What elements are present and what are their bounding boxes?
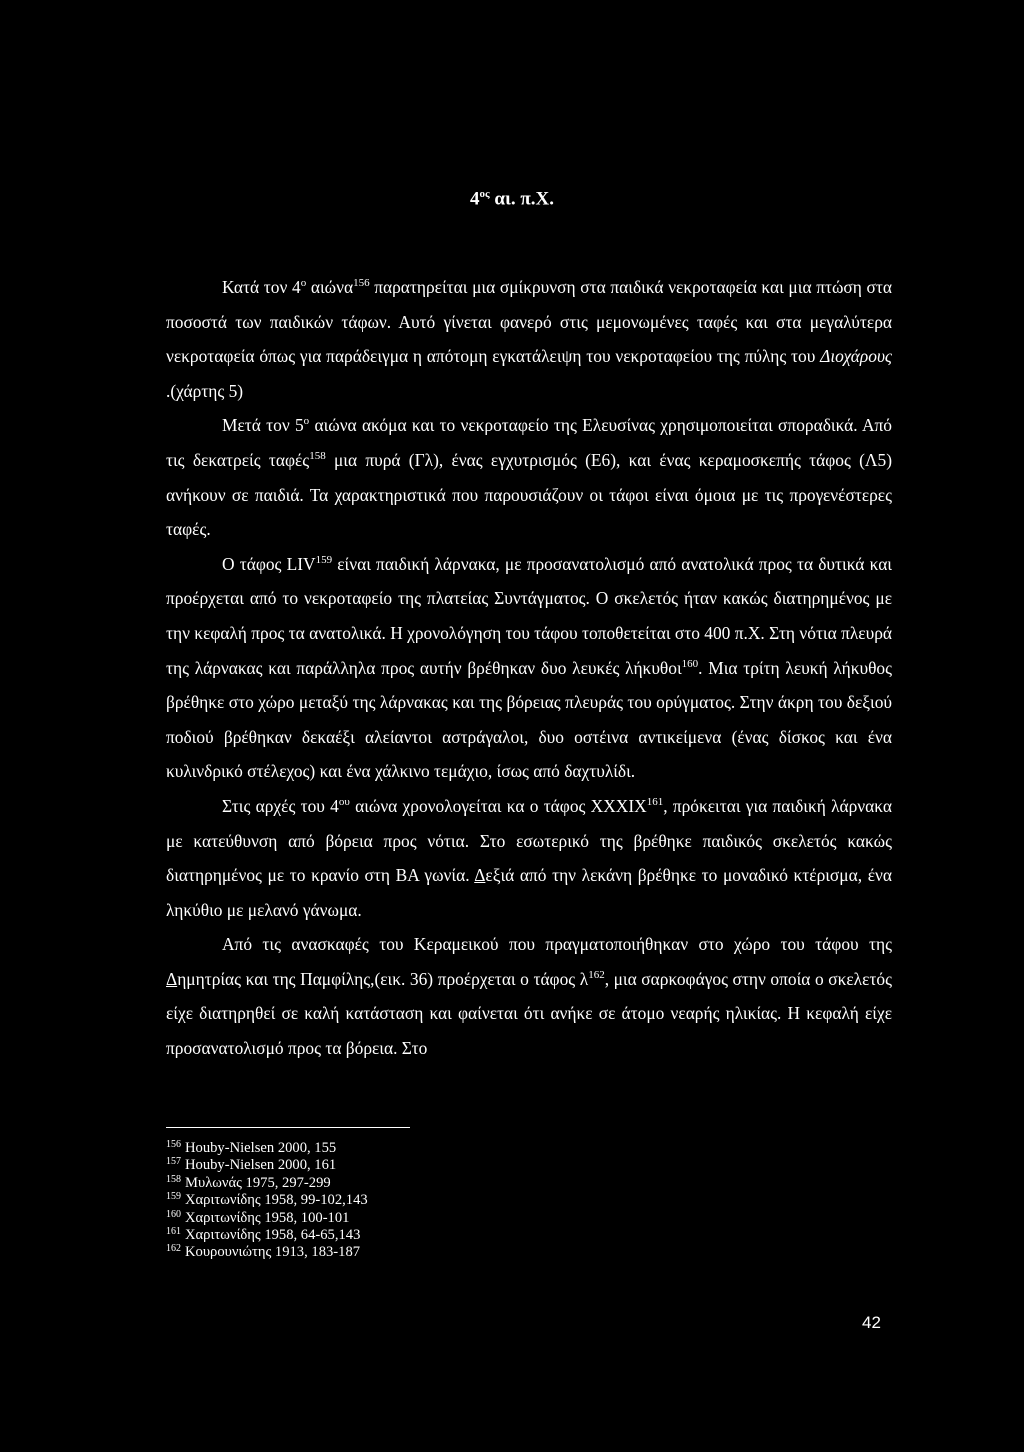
footnote-ref-160: 160	[681, 657, 699, 670]
paragraph-3	[166, 547, 892, 789]
footnotes	[166, 1140, 666, 1262]
footnote-item	[166, 1244, 666, 1261]
footnote-text: Χαριτωνίδης 1958, 99-102,143	[185, 1192, 368, 1209]
text-run: εξιά από την λεκάνη βρέθηκε το μοναδικό κτέρισμα, ένα ληκύθιο με μελανό γάνωμα.	[166, 865, 892, 920]
text-run: ημητρίας και της Παμφίλης,(εικ. 36) προέρχεται ο τάφος λ	[177, 968, 589, 989]
footnote-item	[166, 1157, 666, 1174]
text-run: Μετά τον 5	[222, 415, 304, 436]
heading-text: αι. π.Χ.	[489, 188, 555, 210]
paragraph-2	[166, 408, 892, 546]
footnote-number: 157	[166, 1156, 181, 1168]
body-text	[166, 270, 892, 1066]
heading-ordinal-suffix: ος	[479, 188, 490, 200]
underlined-letter: Δ	[474, 865, 486, 886]
footnote-ref-158: 158	[309, 449, 326, 462]
footnote-text: Houby-Nielsen 2000, 161	[185, 1157, 337, 1174]
text-run: , πρόκειται για παιδική λάρνακα με κατεύθυνση από βόρεια προς νότια. Στο εσωτερικό της βρέθηκε παιδικός σκελετός κακώς διατηρημένος με το κρανίο στη ΒΑ γωνία.	[166, 795, 893, 886]
section-heading	[0, 182, 1024, 211]
heading-number: 4	[469, 188, 480, 210]
footnote-number: 161	[166, 1226, 181, 1238]
footnote-item	[166, 1140, 666, 1157]
footnote-separator	[166, 1127, 410, 1128]
ordinal-superscript: ου	[338, 795, 350, 808]
footnote-text: Χαριτωνίδης 1958, 64-65,143	[185, 1227, 361, 1244]
footnote-item	[166, 1227, 666, 1244]
italic-place-name: Διοχάρους	[820, 346, 892, 367]
paragraph-1	[166, 270, 892, 408]
text-run: Από τις ανασκαφές του Κεραμεικού που πραγματοποιήθηκαν στο χώρο του τάφου της	[222, 934, 892, 955]
footnote-number: 162	[166, 1243, 181, 1255]
text-run: μια πυρά (Γλ), ένας εγχυτρισμός (Ε6), και ένας κεραμοσκεπής τάφος (Λ5) ανήκουν σε παιδιά. Τα χαρακτηριστικά που παρουσιάζουν οι τάφοι είναι όμοια με τις προγενέστερες ταφές.	[166, 449, 892, 540]
underlined-letter: Δ	[166, 968, 178, 989]
paragraph-5	[166, 927, 892, 1065]
footnote-ref-162: 162	[588, 968, 605, 981]
footnote-text: Houby-Nielsen 2000, 155	[185, 1140, 337, 1156]
text-run: αιώνα ακόμα και το νεκροταφείο της Ελευσίνας χρησιμοποιείται σποραδικά. Από τις δεκατρείς ταφές	[166, 415, 892, 470]
page-number: 42	[862, 1313, 881, 1332]
text-run: παρατηρείται μια σμίκρυνση στα παιδικά νεκροταφεία και μια πτώση στα ποσοστά των παιδικών τάφων. Αυτό γίνεται φανερό στις μεμονωμένες ταφές και στα μεγαλύτερα νεκροταφεία όπως για παράδειγμα η απότομη εγκατάλειψη του νεκροταφείου της πύλης του	[166, 277, 893, 367]
footnote-number: 158	[166, 1173, 181, 1185]
footnote-ref-159: 159	[315, 553, 333, 566]
text-run: αιώνα χρονολογείται κα ο τάφος XXXIX	[349, 795, 647, 816]
text-run: .(χάρτης 5)	[166, 380, 244, 401]
footnote-ref-156: 156	[353, 277, 370, 289]
ordinal-superscript: ο	[300, 277, 307, 289]
footnote-text: Χαριτωνίδης 1958, 100-101	[185, 1209, 350, 1226]
footnote-number: 160	[166, 1208, 181, 1220]
text-run: , μια σαρκοφάγος στην οποία ο σκελετός είχε διατηρηθεί σε καλή κατάσταση και φαίνεται ότι ανήκε σε άτομο νεαρής ηλικίας. Η κεφαλή είχε προσανατολισμό προς τα βόρεια. Στο	[166, 968, 892, 1059]
text-run: αιώνα	[306, 277, 354, 297]
footnote-item	[166, 1210, 666, 1227]
text-run: Ο τάφος LIV	[222, 553, 316, 574]
footnote-ref-161: 161	[646, 795, 664, 808]
text-run: . Μια τρίτη λευκή λήκυθος βρέθηκε στο χώρο μεταξύ της λάρνακας και της βόρειας πλευράς του ορύγματος. Στην άκρη του δεξιού ποδιού βρέθηκαν δεκαέξι αλείαντοι αστράγαλοι, δυο οστέινα αντικείμενα (ένας δίσκος και ένα κυλινδρικό στέλεχος) και ένα χάλκινο τεμάχιο, ίσως από δαχτυλίδι.	[166, 657, 892, 782]
text-run: Κατά τον 4	[222, 277, 301, 297]
footnote-text: Κουρουνιώτης 1913, 183-187	[185, 1244, 361, 1261]
footnote-text: Μυλωνάς 1975, 297-299	[185, 1174, 331, 1191]
text-run: Στις αρχές του 4	[222, 795, 339, 816]
footnote-item	[166, 1175, 666, 1192]
footnote-number: 159	[166, 1191, 181, 1203]
footnote-number: 156	[166, 1139, 181, 1150]
text-run: είναι παιδική λάρνακα, με προσανατολισμό από ανατολικά προς τα δυτικά και προέρχεται από το νεκροταφείο της πλατείας Συντάγματος. Ο σκελετός ήταν κακώς διατηρημένος με την κεφαλή προς τα ανατολικά. Η χρονολόγηση του τάφου τοποθετείται στο 400 π.Χ. Στη νότια πλευρά της λάρνακας και παράλληλα προς αυτήν βρέθηκαν δυο λευκές λήκυθοι	[166, 553, 892, 678]
paragraph-4	[166, 789, 892, 927]
footnote-item	[166, 1192, 666, 1209]
ordinal-superscript: ο	[303, 415, 310, 428]
